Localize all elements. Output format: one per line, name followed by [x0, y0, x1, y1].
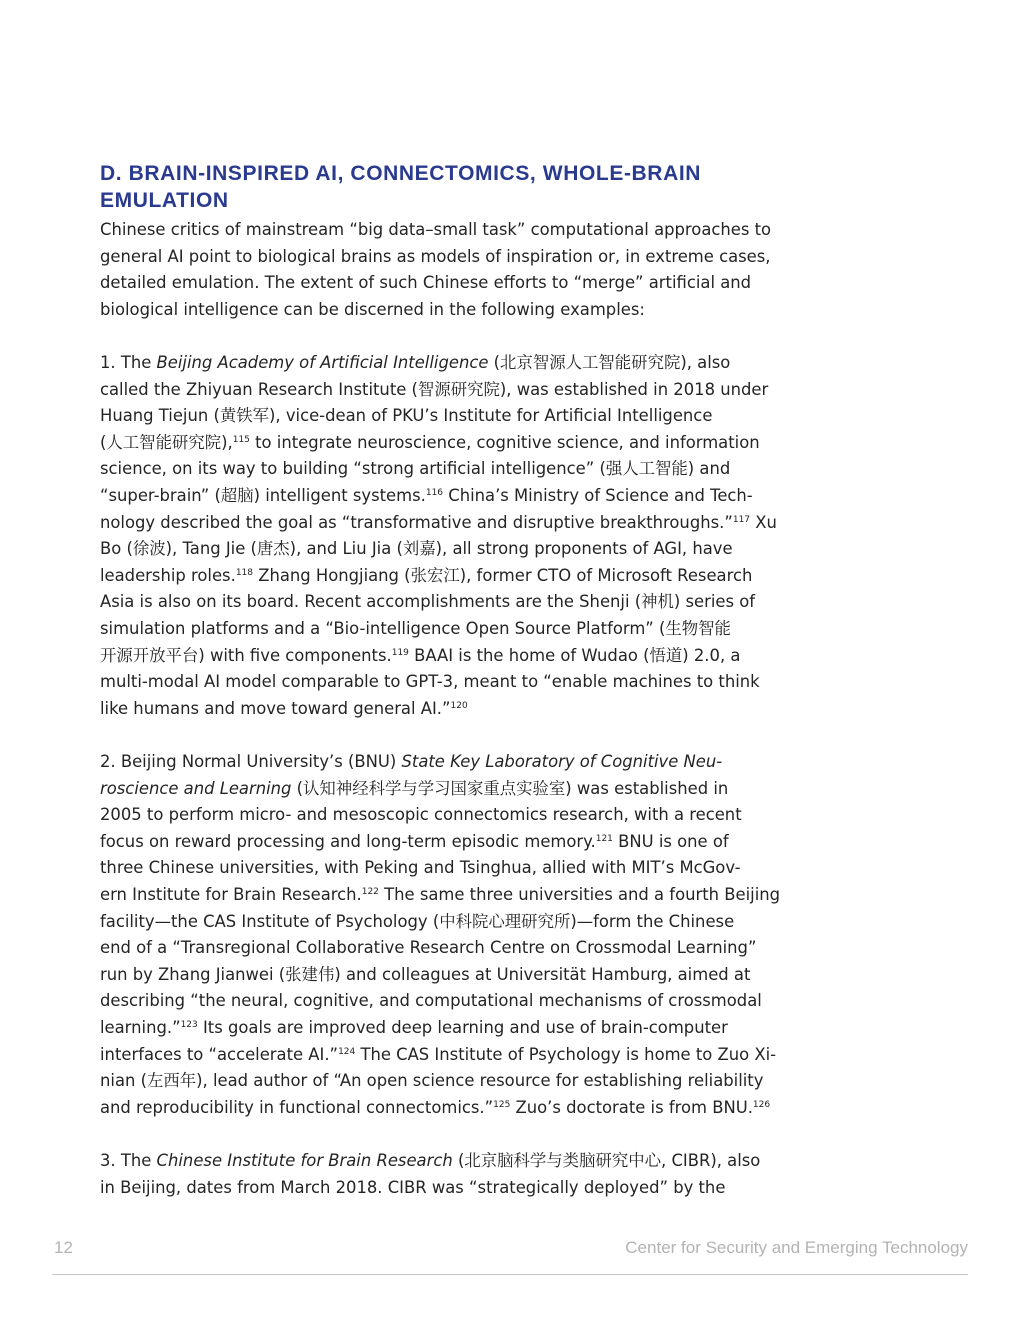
text-run: Xu — [750, 512, 777, 532]
text-run: 开源开放平台) with five components. — [100, 645, 392, 665]
text-run: The CAS Institute of Psychology is home to Zuo Xi- — [355, 1044, 777, 1064]
text-run: facility—the CAS Institute of Psychology (中科院心理研究所)—form the Chinese — [100, 911, 735, 931]
text-run: (认知神经科学与学习国家重点实验室) was established in — [291, 778, 729, 798]
paragraph-2-line — [100, 509, 777, 536]
paragraph-3-line — [100, 961, 750, 988]
text-run: run by Zhang Jianwei (张建伟) and colleagues at Universität Hamburg, aimed at — [100, 964, 751, 984]
text-run: (北京智源人工智能研究院), also — [488, 353, 731, 372]
text-run: BAAI is the home of Wudao (悟道) 2.0, a — [408, 645, 741, 665]
footnote-ref: 124 — [338, 1046, 356, 1057]
text-run: biological intelligence can be discerned in the following examples: — [100, 299, 645, 319]
paragraph-1-line — [100, 243, 771, 270]
paragraph-2-line — [100, 482, 753, 509]
text-run: Asia is also on its board. Recent accomplishments are the Shenji (神机) series of — [100, 592, 756, 612]
text-run: called the Zhiyuan Research Institute (智源研究院), was established in 2018 under — [100, 379, 769, 399]
text-run: ern Institute for Brain Research. — [100, 885, 362, 904]
text-run: Chinese critics of mainstream “big data–small task” computational approaches to — [100, 220, 772, 239]
paragraph-2-line — [100, 642, 740, 669]
paragraph-3-line — [100, 828, 729, 855]
footnote-ref: 121 — [595, 833, 613, 844]
italic-title: Beijing Academy of Artificial Intelligence — [156, 353, 489, 372]
text-run: learning.” — [100, 1018, 181, 1037]
text-run: Zhang Hongjiang (张宏江), former CTO of Microsoft Research — [253, 565, 753, 585]
text-run: to integrate neuroscience, cognitive science, and information — [249, 432, 760, 452]
italic-title: Chinese Institute for Brain Research — [156, 1151, 453, 1170]
text-run: and reproducibility in functional connectomics.” — [100, 1097, 494, 1117]
paragraph-1-line — [100, 269, 751, 296]
paragraph-2-line — [100, 695, 468, 722]
text-run: 2005 to perform micro- and mesoscopic connectomics research, with a recent — [100, 805, 742, 825]
text-run: (北京脑科学与类脑研究中心, CIBR), also — [452, 1151, 761, 1170]
text-run: Zuo’s doctorate is from BNU. — [510, 1097, 753, 1117]
text-run: China’s Ministry of Science and Tech- — [443, 486, 753, 505]
paragraph-1-line — [100, 216, 771, 243]
text-run: in Beijing, dates from March 2018. CIBR was “strategically deployed” by the — [100, 1177, 726, 1197]
paragraph-2-line — [100, 402, 712, 429]
footnote-ref: 123 — [180, 1020, 198, 1030]
footnote-ref: 122 — [361, 887, 379, 897]
paragraph-2-line — [100, 588, 755, 615]
paragraph-3-line — [100, 1067, 763, 1094]
paragraph-3-line — [100, 987, 762, 1014]
text-run: science, on its way to building “strong artificial intelligence” (强人工智能) and — [100, 459, 731, 479]
footer-rule — [52, 1274, 968, 1275]
paragraph-2-line — [100, 429, 760, 456]
footnote-ref: 117 — [732, 514, 751, 525]
paragraph-2-line — [100, 455, 730, 482]
paragraph-3-line — [100, 881, 780, 908]
text-run: (人工智能研究院), — [100, 432, 233, 452]
footnote-ref: 119 — [391, 647, 409, 658]
text-run: simulation platforms and a “Bio-intelligence Open Source Platform” (生物智能 — [100, 619, 731, 638]
section-heading: D. BRAIN-INSPIRED AI, CONNECTOMICS, WHOLE-BRAIN EMULATION — [100, 162, 702, 212]
footnote-ref: 125 — [493, 1099, 511, 1110]
paragraph-4-line — [100, 1174, 725, 1201]
text-run: like humans and move toward general AI.” — [100, 698, 451, 718]
paragraph-2-line — [100, 562, 752, 589]
text-run: end of a “Transregional Collaborative Research Centre on Crossmodal Learning” — [100, 938, 757, 958]
text-run: 1. The — [100, 353, 157, 372]
paragraph-3-line — [100, 1094, 770, 1121]
text-run: Its goals are improved deep learning and use of brain-computer — [197, 1018, 728, 1037]
text-run: describing “the neural, cognitive, and computational mechanisms of crossmodal — [100, 991, 762, 1011]
paragraph-3-line — [100, 1014, 728, 1041]
text-run: general AI point to biological brains as models of inspiration or, in extreme cases, — [100, 246, 771, 266]
text-run: “super-brain” (超脑) intelligent systems. — [100, 486, 426, 505]
footnote-ref: 115 — [232, 434, 250, 445]
text-run: 3. The — [100, 1151, 157, 1170]
italic-title: roscience and Learning — [100, 778, 292, 798]
text-run: multi-modal AI model comparable to GPT-3, meant to “enable machines to think — [100, 672, 760, 692]
footnote-ref: 116 — [425, 488, 444, 498]
text-run: three Chinese universities, with Peking and Tsinghua, allied with MIT’s McGov- — [100, 858, 741, 878]
text-run: interfaces to “accelerate AI.” — [100, 1044, 339, 1064]
page-number: 12 — [54, 1238, 73, 1257]
text-run: nian (左西年), lead author of “An open science resource for establishing reliability — [100, 1071, 764, 1091]
paragraph-4-line — [100, 1147, 760, 1174]
text-run: nology described the goal as “transformative and disruptive breakthroughs.” — [100, 512, 733, 532]
paragraph-2-line — [100, 668, 760, 695]
paragraph-3-line — [100, 908, 734, 935]
paragraph-3-line — [100, 934, 756, 961]
text-run: Huang Tiejun (黄铁军), vice-dean of PKU’s Institute for Artificial Intelligence — [100, 406, 713, 426]
footnote-ref: 126 — [752, 1099, 771, 1110]
paragraph-3-line — [100, 775, 728, 802]
text-run: leadership roles. — [100, 565, 236, 585]
paragraph-3-line — [100, 1041, 776, 1068]
paragraph-2-line — [100, 349, 730, 376]
paragraph-2-line — [100, 376, 768, 403]
paragraph-3-line — [100, 854, 741, 881]
paragraph-3-line — [100, 748, 722, 775]
paragraph-2-line — [100, 615, 731, 642]
text-run: detailed emulation. The extent of such Chinese efforts to “merge” artificial and — [100, 273, 752, 293]
text-run: focus on reward processing and long-term episodic memory. — [100, 831, 596, 851]
footnote-ref: 118 — [235, 567, 253, 578]
text-run: Bo (徐波), Tang Jie (唐杰), and Liu Jia (刘嘉), all strong proponents of AGI, have — [100, 539, 733, 559]
paragraph-3-line — [100, 801, 742, 828]
footer-organization: Center for Security and Emerging Technology — [625, 1238, 968, 1257]
paragraph-1-line — [100, 296, 645, 323]
text-run: 2. Beijing Normal University’s (BNU) — [100, 752, 402, 771]
text-run: BNU is one of — [612, 831, 729, 851]
footnote-ref: 120 — [450, 700, 468, 711]
text-run: The same three universities and a fourth Beijing — [378, 885, 781, 904]
paragraph-2-line — [100, 535, 733, 562]
italic-title: State Key Laboratory of Cognitive Neu- — [401, 752, 723, 771]
